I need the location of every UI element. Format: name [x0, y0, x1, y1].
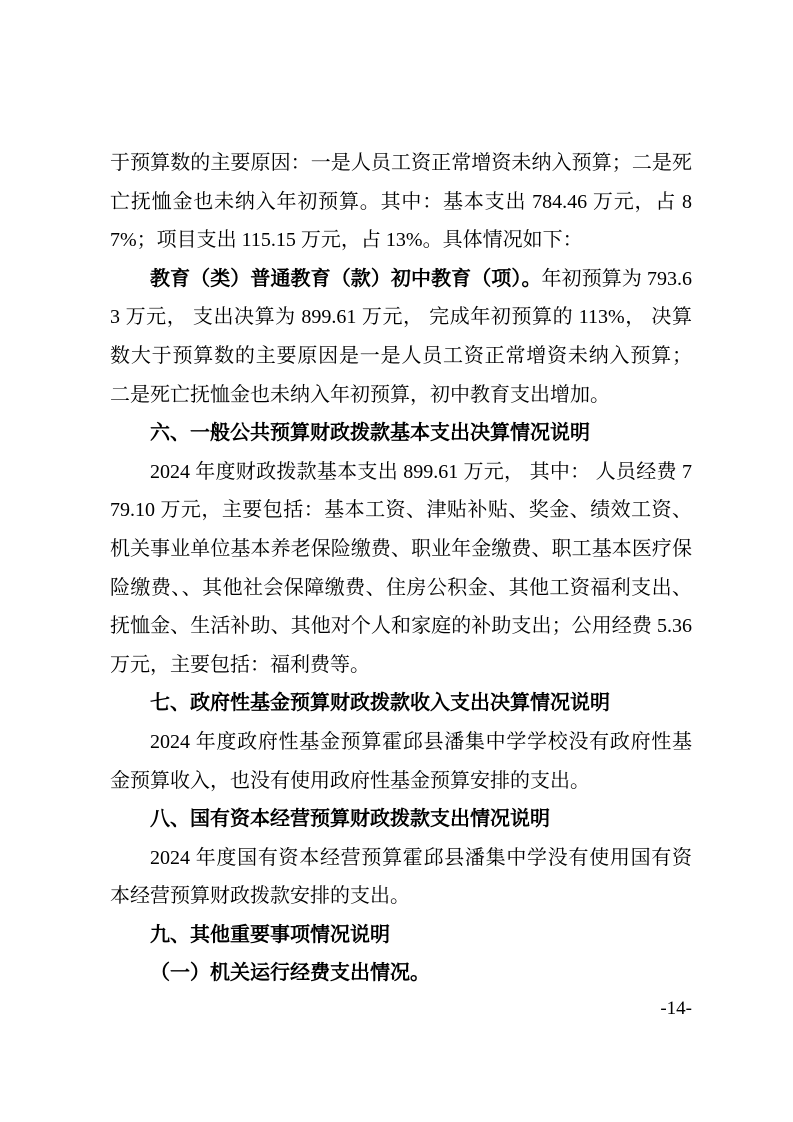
document-content: [110, 144, 692, 993]
paragraph-basic-expenditure-detail: 2024 年度财政拨款基本支出 899.61 万元， 其中： 人员经费 779.10 万元，主要包括：基本工资、津贴补贴、奖金、绩效工资、机关事业单位基本养老保险缴费、职业年金缴费、职工基本医疗保险缴费、、其他社会保障缴费、住房公积金、其他工资福利支出、抚恤金、生活补助、其他对个人和家庭的补助支出；公用经费 5.36 万元，主要包括：福利费等。: [110, 460, 692, 676]
heading-section-9-other-matters: 九、其他重要事项情况说明: [150, 923, 390, 946]
paragraph-education-item-lead: 教育（类）普通教育（款）初中教育（项）。: [150, 267, 542, 290]
paragraph-government-fund-detail: 2024 年度政府性基金预算霍邱县潘集中学学校没有政府性基金预算收入，也没有使用政府性基金预算安排的支出。: [110, 730, 692, 792]
paragraph-education-item: [110, 260, 692, 414]
heading-section-8-state-capital: 八、国有资本经营预算财政拨款支出情况说明: [150, 808, 550, 831]
subheading-agency-operating-expense: （一）机关运行经费支出情况。: [150, 962, 430, 985]
paragraph-state-capital-detail: 2024 年度国有资本经营预算霍邱县潘集中学没有使用国有资本经营预算财政拨款安排的支出。: [110, 846, 692, 908]
paragraph-education-item-rest: 年初预算为 793.63 万元， 支出决算为 899.61 万元， 完成年初预算的 113%， 决算数大于预算数的主要原因是一是人员工资正常增资未纳入预算； 二是死亡抚恤金也未纳入年初预算，初中教育支出增加。: [110, 267, 693, 406]
heading-section-7-government-fund: 七、政府性基金预算财政拨款收入支出决算情况说明: [150, 692, 610, 715]
paragraph-budget-variance-continuation: 于预算数的主要原因：一是人员工资正常增资未纳入预算；二是死亡抚恤金也未纳入年初预算。其中：基本支出 784.46 万元，占 87%；项目支出 115.15 万元，占 13%。具体情况如下：: [110, 152, 692, 252]
heading-section-6-basic-expenditure: 六、一般公共预算财政拨款基本支出决算情况说明: [150, 422, 590, 445]
page-number: -14-: [660, 998, 692, 1019]
